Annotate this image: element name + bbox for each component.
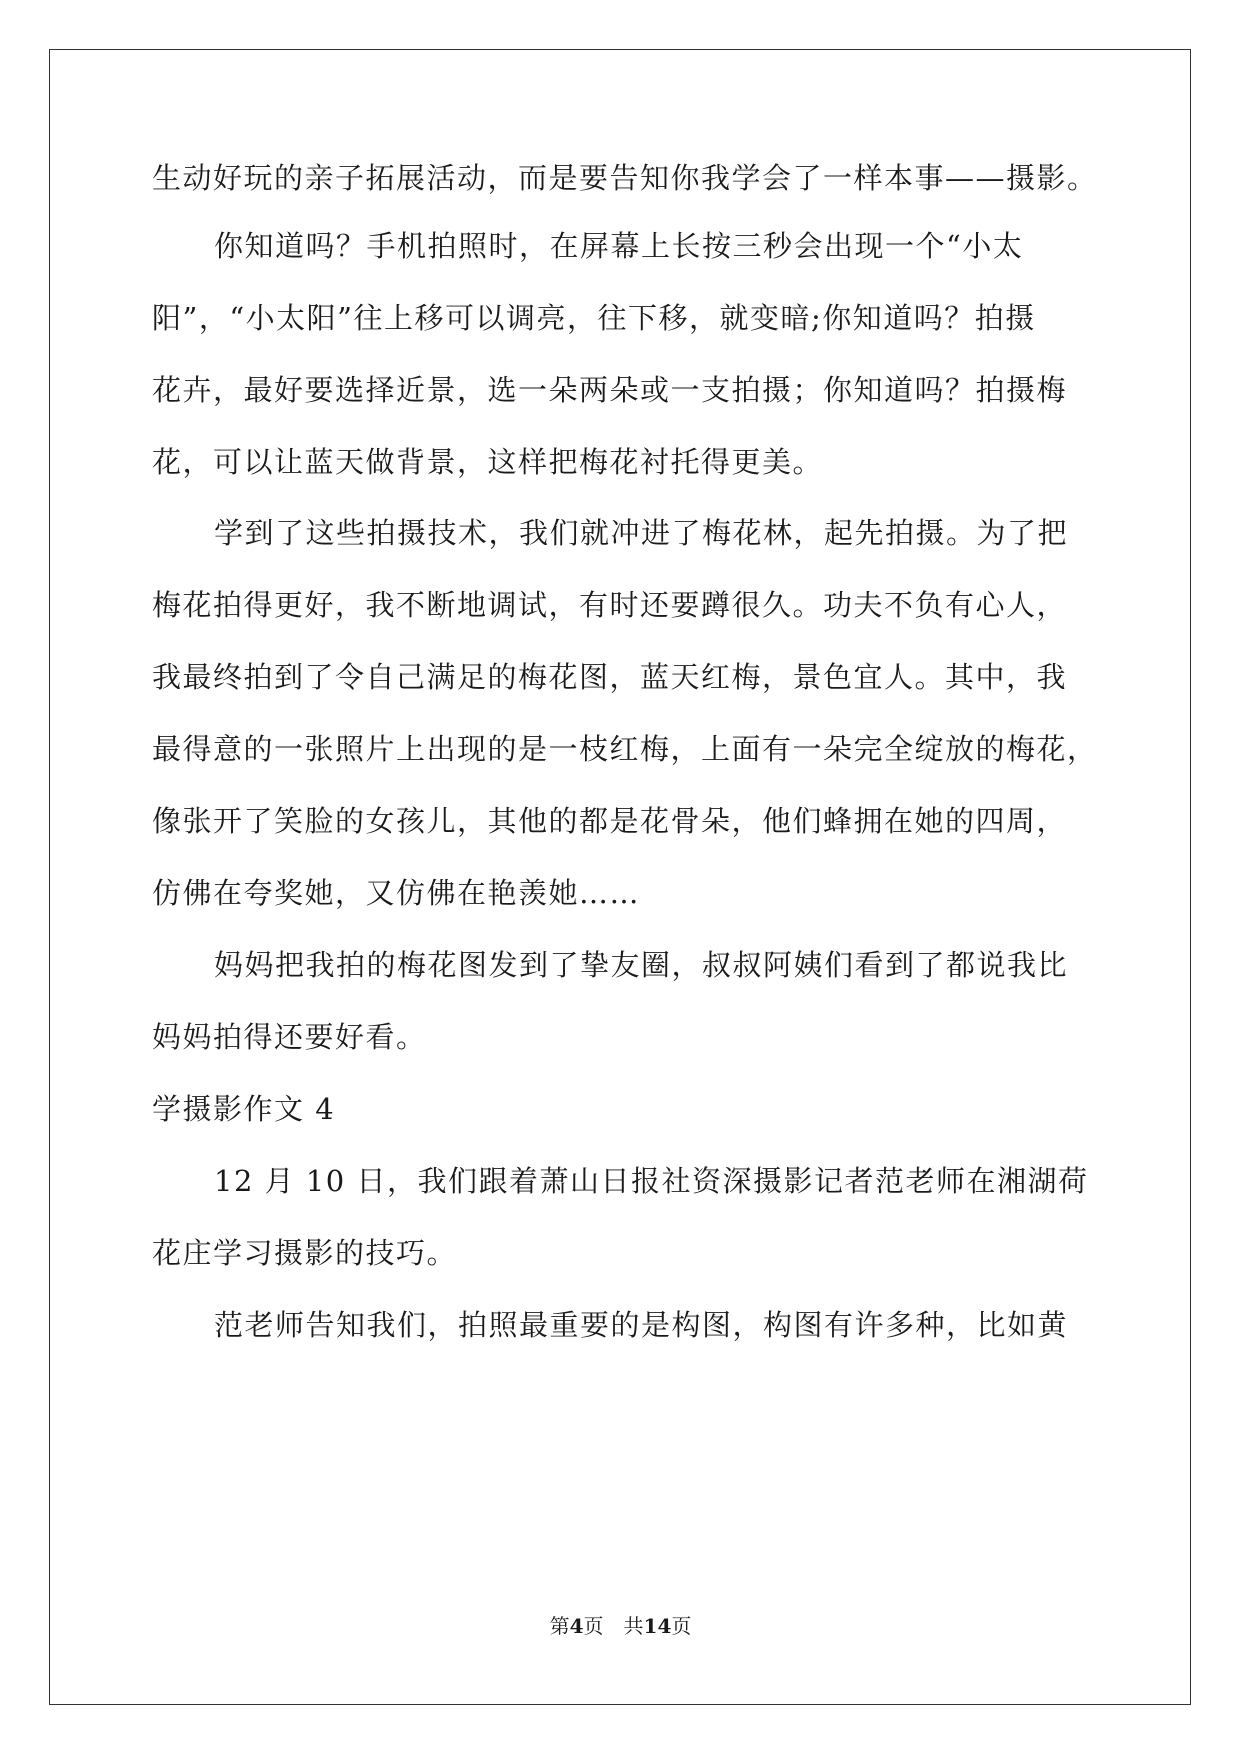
page-footer (0, 1614, 1241, 1638)
text-line: 花卉，最好要选择近景，选一朵两朵或一支拍摄；你知道吗？拍摄梅 (152, 373, 1068, 407)
text-line: 最得意的一张照片上出现的是一枝红梅，上面有一朵完全绽放的梅花， (152, 732, 1098, 766)
text-line: 妈妈拍得还要好看。 (152, 1020, 427, 1054)
total-pages: 14 (643, 1614, 672, 1638)
text-line: 妈妈把我拍的梅花图发到了挚友圈，叔叔阿姨们看到了都说我比 (214, 948, 1069, 982)
text-line: 范老师告知我们，拍照最重要的是构图，构图有许多种，比如黄 (214, 1308, 1069, 1342)
total-prefix: 共 (623, 1614, 644, 1638)
total-suffix: 页 (671, 1614, 692, 1638)
text-line: 梅花拍得更好，我不断地调试，有时还要蹲很久。功夫不负有心人， (152, 588, 1068, 622)
text-line: 学到了这些拍摄技术，我们就冲进了梅花林，起先拍摄。为了把 (214, 516, 1069, 550)
text-line: 阳”，“小太阳”往上移可以调亮，往下移，就变暗;你知道吗？拍摄 (152, 301, 1036, 335)
text-line: 我最终拍到了令自己满足的梅花图，蓝天红梅，景色宜人。其中，我 (152, 660, 1068, 694)
text-line: 仿佛在夸奖她，又仿佛在艳羡她…… (152, 876, 641, 910)
text-line: 12 月 10 日，我们跟着萧山日报社资深摄影记者范老师在湘湖荷 (214, 1164, 1089, 1198)
page-suffix: 页 (583, 1614, 604, 1638)
text-line: 花庄学习摄影的技巧。 (152, 1236, 458, 1270)
text-line: 生动好玩的亲子拓展活动，而是要告知你我学会了一样本事——摄影。 (152, 161, 1098, 195)
section-heading: 学摄影作文 4 (152, 1092, 336, 1126)
text-line: 你知道吗？手机拍照时，在屏幕上长按三秒会出现一个“小太 (214, 229, 1024, 263)
page-prefix: 第 (549, 1614, 570, 1638)
page-number: 4 (569, 1614, 584, 1638)
text-line: 花，可以让蓝天做背景，这样把梅花衬托得更美。 (152, 445, 824, 479)
text-line: 像张开了笑脸的女孩儿，其他的都是花骨朵，他们蜂拥在她的四周， (152, 804, 1068, 838)
